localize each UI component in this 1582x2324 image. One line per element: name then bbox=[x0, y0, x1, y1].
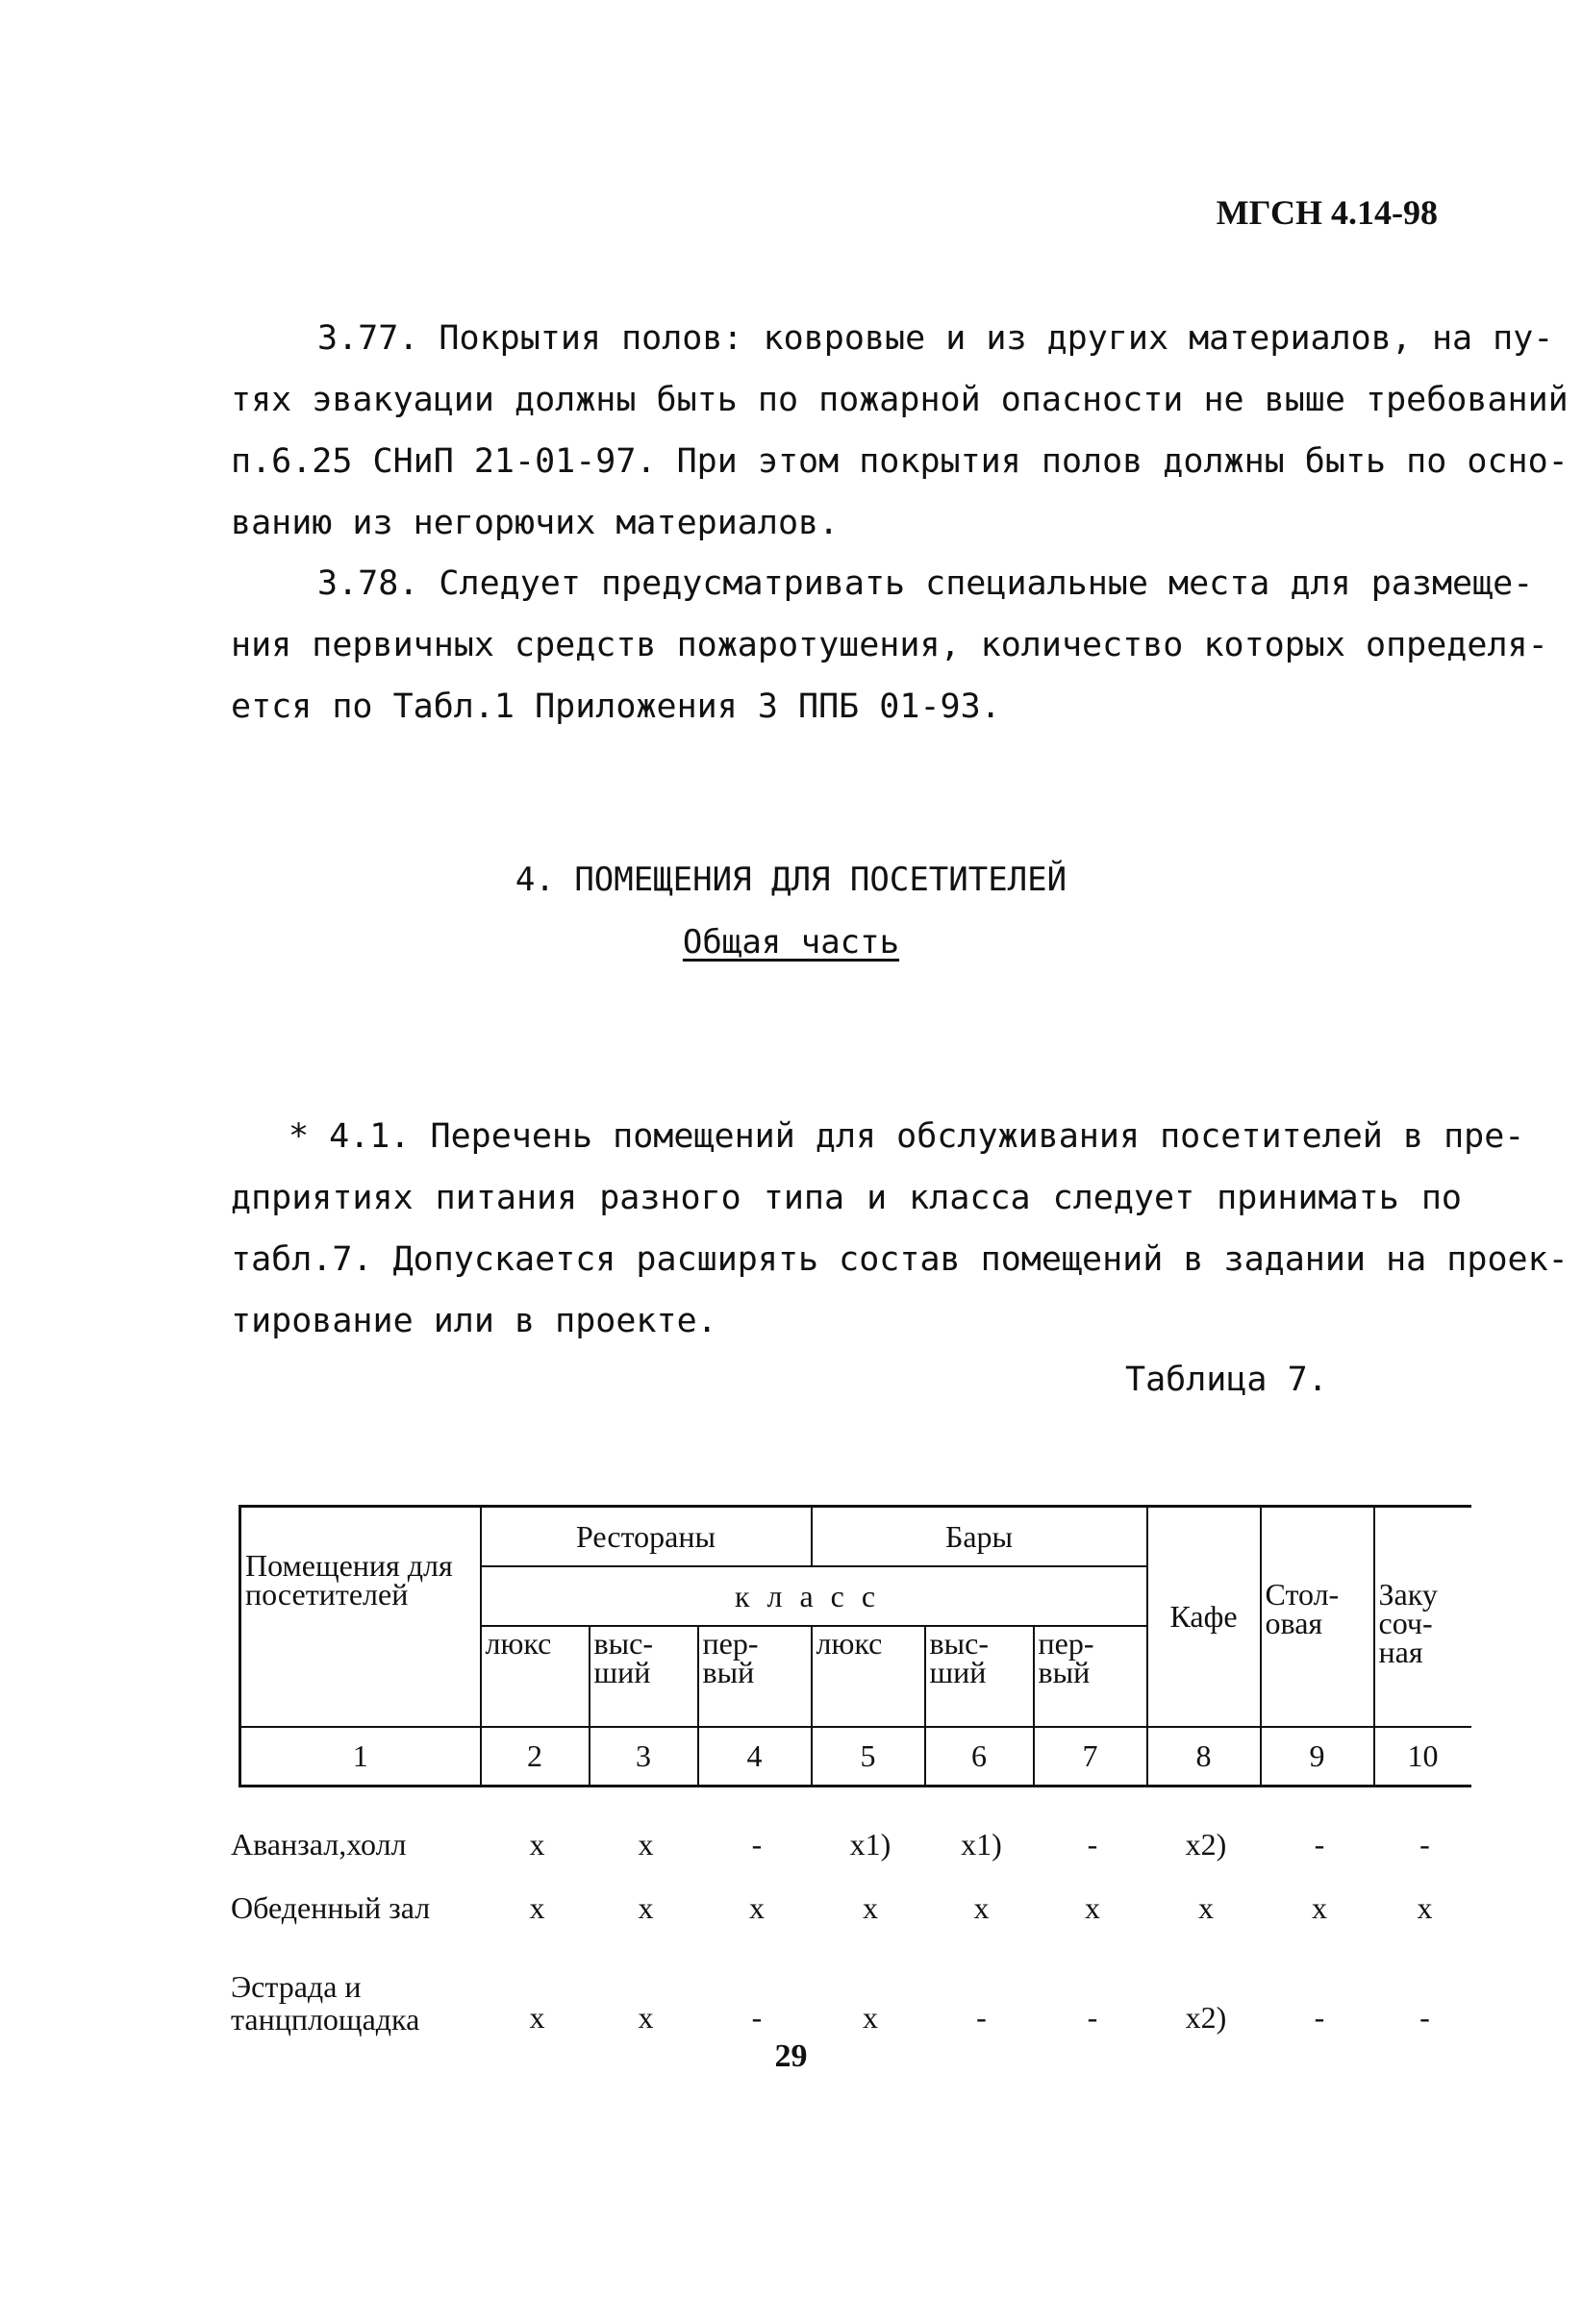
table-cell: х bbox=[1085, 1889, 1100, 1925]
table-cell: х bbox=[863, 1889, 878, 1925]
column-number: 6 bbox=[925, 1727, 1034, 1787]
table-cell: - bbox=[1314, 1826, 1325, 1862]
table-cell: х bbox=[529, 2000, 545, 2035]
header-restaurants: Рестораны bbox=[481, 1507, 812, 1566]
table-cell: х bbox=[1198, 1889, 1214, 1925]
table-cell: х bbox=[529, 1889, 545, 1925]
header-canteen: Стол-овая bbox=[1261, 1507, 1374, 1727]
column-number: 1 bbox=[240, 1727, 481, 1787]
table-cell: х2) bbox=[1185, 1826, 1227, 1862]
column-number: 2 bbox=[481, 1727, 590, 1787]
table-cell: х1) bbox=[849, 1826, 891, 1862]
table-caption: Таблица 7. bbox=[1125, 1361, 1328, 1399]
table-cell: х bbox=[1312, 1889, 1327, 1925]
header-cafe: Кафе bbox=[1147, 1507, 1261, 1727]
header-bars: Бары bbox=[812, 1507, 1147, 1566]
paragraph-line: 3.78. Следует предусматривать специальные места для размеще- bbox=[317, 564, 1534, 603]
row-name: Эстрада и танцплощадка bbox=[231, 1969, 420, 2037]
table-cell: х bbox=[638, 1826, 654, 1862]
table-cell: - bbox=[751, 2000, 763, 2035]
section-subtitle: Общая часть bbox=[682, 923, 900, 962]
row-name: Аванзал,холл bbox=[231, 1827, 407, 1862]
paragraph-line: * 4.1. Перечень помещений для обслуживания посетителей в пре- bbox=[289, 1117, 1525, 1156]
table-cell: х1) bbox=[961, 1826, 1002, 1862]
header-rooms: Помещения для посетителей bbox=[240, 1507, 481, 1727]
column-number: 8 bbox=[1147, 1727, 1261, 1787]
table-cell: х2) bbox=[1185, 2000, 1227, 2035]
header-sub: пер-вый bbox=[1034, 1626, 1147, 1727]
paragraph-4-1 bbox=[231, 1106, 1569, 1352]
page-number: 29 bbox=[774, 2038, 808, 2074]
header-sub: люкс bbox=[812, 1626, 925, 1727]
table-cell: - bbox=[1419, 1826, 1430, 1862]
paragraph-line: табл.7. Допускается расширять состав помещений в задании на проек- bbox=[231, 1240, 1569, 1279]
document-code: МГСН 4.14-98 bbox=[1216, 193, 1438, 232]
table-cell: х bbox=[749, 1889, 765, 1925]
paragraph-3-78 bbox=[231, 553, 1548, 737]
column-number: 10 bbox=[1374, 1727, 1471, 1787]
header-sub: люкс bbox=[481, 1626, 590, 1727]
paragraph-line: ния первичных средств пожаротушения, количество которых определя- bbox=[231, 626, 1548, 664]
paragraph-line: п.6.25 СНиП 21-01-97. При этом покрытия полов должны быть по осно- bbox=[231, 442, 1569, 481]
table-cell: х bbox=[529, 1826, 545, 1862]
table-cell: - bbox=[1419, 2000, 1430, 2035]
column-number: 7 bbox=[1034, 1727, 1147, 1787]
table-cell: - bbox=[751, 1826, 763, 1862]
column-number: 3 bbox=[590, 1727, 698, 1787]
section-title: 4. ПОМЕЩЕНИЯ ДЛЯ ПОСЕТИТЕЛЕЙ bbox=[515, 861, 1067, 899]
table-cell: - bbox=[1087, 2000, 1098, 2035]
table-cell: х bbox=[973, 1889, 990, 1925]
header-sub: выс-ший bbox=[925, 1626, 1034, 1727]
paragraph-line: 3.77. Покрытия полов: ковровые и из других материалов, на пу- bbox=[317, 319, 1554, 358]
header-class-label: класс bbox=[734, 1578, 893, 1613]
table-cell: х bbox=[863, 2000, 878, 2035]
column-number: 4 bbox=[698, 1727, 812, 1787]
header-sub: выс-ший bbox=[590, 1626, 698, 1727]
table-row bbox=[231, 1939, 1473, 2049]
table-cell: - bbox=[1087, 1826, 1098, 1862]
paragraph-line: тях эвакуации должны быть по пожарной опасности не выше требований bbox=[231, 381, 1569, 419]
row-name: Обеденный зал bbox=[231, 1890, 431, 1925]
table-body bbox=[231, 1812, 1473, 2049]
header-snackbar: Заку соч-ная bbox=[1374, 1507, 1471, 1727]
paragraph-line: ется по Табл.1 Приложения 3 ППБ 01-93. bbox=[231, 687, 1001, 726]
paragraph-3-77 bbox=[231, 308, 1569, 554]
paragraph-line: тирование или в проекте. bbox=[231, 1302, 717, 1340]
table-row bbox=[231, 1876, 1473, 1939]
column-number: 5 bbox=[812, 1727, 925, 1787]
table-cell: х bbox=[1417, 1889, 1433, 1925]
table-cell: х bbox=[638, 2000, 654, 2035]
table-cell: - bbox=[1314, 2000, 1325, 2035]
table-row bbox=[231, 1812, 1473, 1876]
header-class bbox=[481, 1566, 1147, 1626]
paragraph-line: ванию из негорючих материалов. bbox=[231, 504, 840, 542]
table-cell: х bbox=[638, 1889, 654, 1925]
table-cell: - bbox=[976, 2000, 987, 2035]
column-number: 9 bbox=[1261, 1727, 1374, 1787]
header-sub: пер-вый bbox=[698, 1626, 812, 1727]
table-header bbox=[239, 1505, 1471, 1787]
paragraph-line: дприятиях питания разного типа и класса следует принимать по bbox=[231, 1179, 1462, 1217]
